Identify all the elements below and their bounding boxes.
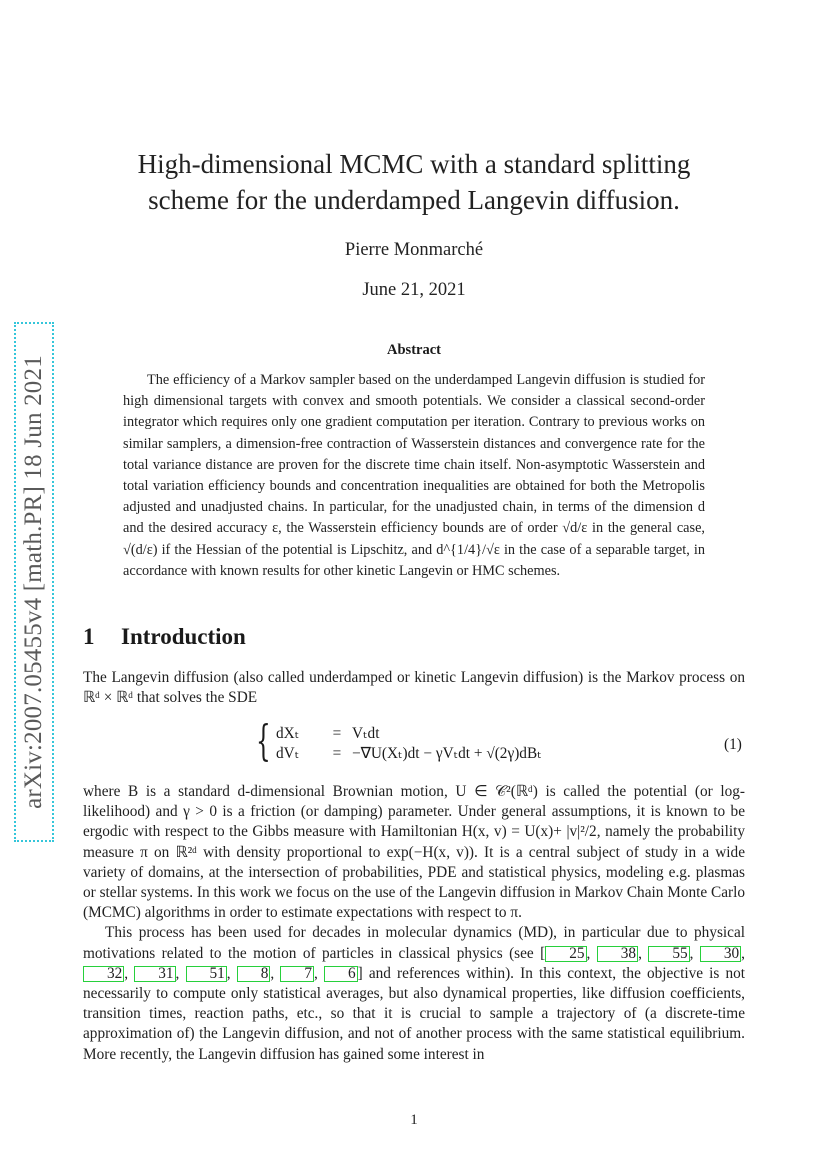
citation-link[interactable]: 6 <box>324 966 358 982</box>
citation-link[interactable]: 25 <box>545 946 586 962</box>
equals-sign: = <box>332 745 342 762</box>
section-number: 1 <box>83 624 95 649</box>
abstract-heading: Abstract <box>387 342 441 358</box>
equation-rhs: −∇U(Xₜ)dt − γVₜdt + √(2γ)dBₜ <box>352 745 542 762</box>
section-title: Introduction <box>121 624 246 649</box>
paragraph: where B is a standard d-dimensional Brownian motion, U ∈ 𝒞²(ℝᵈ) is called the potential (or log-likelihood) and γ > 0 is a friction (or damping) parameter. Under general assumptions, it is known to be ergodic with respect to the Gibbs measure with Hamiltonian H(x, v) = U(x)+ |v|²/2, namely the probability measure π on ℝ²ᵈ with density proportional to exp(−H(x, v)). It is a central subject of study in a wide variety of domains, at the intersection of probabilities, PDE and statistical physics, modeling e.g. plasmas or stellar systems. In this work we focus on the use of the Langevin diffusion in Markov Chain Monte Carlo (MCMC) algorithms in order to estimate expectations with respect to π. <box>83 783 745 922</box>
equation-lhs: dXₜ <box>276 725 300 742</box>
title-line: High-dimensional MCMC with a standard splitting <box>137 149 691 179</box>
page-number: 1 <box>410 1112 418 1128</box>
section-heading <box>83 624 246 650</box>
equation-rhs: Vₜdt <box>352 725 380 742</box>
citation-link[interactable]: 32 <box>83 966 124 982</box>
sde-equation <box>256 716 576 766</box>
author-name: Pierre Monmarché <box>344 240 484 260</box>
paper-date: June 21, 2021 <box>362 280 466 300</box>
paragraph-text: and references within). In this context, the objective is not necessarily to compute only statistical averages, but also dynamical properties, like diffusion coefficients, transition times, reaction paths, etc., so that it is crucial to sample a trajectory of (a discrete-time approximation of) the Langevin diffusion, and not of another process with the same statistical equilibrium. More recently, the Langevin diffusion has gained some interest in <box>83 964 746 1063</box>
intro-paragraph: The Langevin diffusion (also called underdamped or kinetic Langevin diffusion) is the Markov process on ℝᵈ × ℝᵈ that solves the SDE <box>83 669 745 707</box>
paragraph-text: This process has been used for decades in molecular dynamics (MD), in particular due to physical motivations related to the motion of particles in classical physics (see <box>83 924 745 962</box>
equation-number: (1) <box>724 736 742 753</box>
citation-link[interactable]: 51 <box>186 966 227 982</box>
title-line: scheme for the underdamped Langevin diffusion. <box>148 185 680 215</box>
body-paragraphs <box>83 782 745 1065</box>
equation-brace: { <box>256 716 271 765</box>
citation-link[interactable]: 31 <box>134 966 175 982</box>
paper-title <box>80 146 748 218</box>
citation-link[interactable]: 38 <box>597 946 638 962</box>
paragraph: This process has been used for decades in molecular dynamics (MD), in particular due to physical motivations related to the motion of particles in classical physics (see [ 25 , 38 , 55 , 30 , 32 , 31 , 51 , 8 , 7 , 6 ] and references within). In this context, the objective is not necessarily to compute only statistical averages, but also dynamical properties, like diffusion coefficients, transition times, reaction paths, etc., so that it is crucial to sample a trajectory of (a discrete-time approximation of) the Langevin diffusion, and not of another process with the same statistical equilibrium. More recently, the Langevin diffusion has gained some interest in <box>83 924 746 1063</box>
equation-line <box>276 724 379 743</box>
equation-lhs: dVₜ <box>276 745 300 762</box>
arxiv-identifier: arXiv:2007.05455v4 [math.PR] 18 Jun 2021 <box>20 355 47 809</box>
abstract-text: The efficiency of a Markov sampler based on the underdamped Langevin diffusion is studied for high dimensional targets with convex and smooth potentials. We consider a classical second-order integrator which requires only one gradient computation per iteration. Contrary to previous works on similar samplers, a dimension-free contraction of Wasserstein distances and convergence rate for the total variance distance are proven for the discrete time chain itself. Non-asymptotic Wasserstein and total variation efficiency bounds and concentration inequalities are obtained for both the Metropolis adjusted and unadjusted chains. In particular, for the unadjusted chain, in terms of the dimension d and the desired accuracy ε, the Wasserstein efficiency bounds are of order √d/ε in the general case, √(d/ε) if the Hessian of the potential is Lipschitz, and d^{1/4}/√ε in the case of a separable target, in accordance with known results for other kinetic Langevin or HMC schemes. <box>123 372 705 579</box>
citation-link[interactable]: 30 <box>700 946 741 962</box>
citation-link[interactable]: 8 <box>237 966 271 982</box>
equation-line <box>276 744 542 763</box>
arxiv-identifier-stamp <box>14 322 54 842</box>
equals-sign: = <box>332 725 342 742</box>
citation-link[interactable]: 7 <box>280 966 314 982</box>
citation-link[interactable]: 55 <box>648 946 689 962</box>
